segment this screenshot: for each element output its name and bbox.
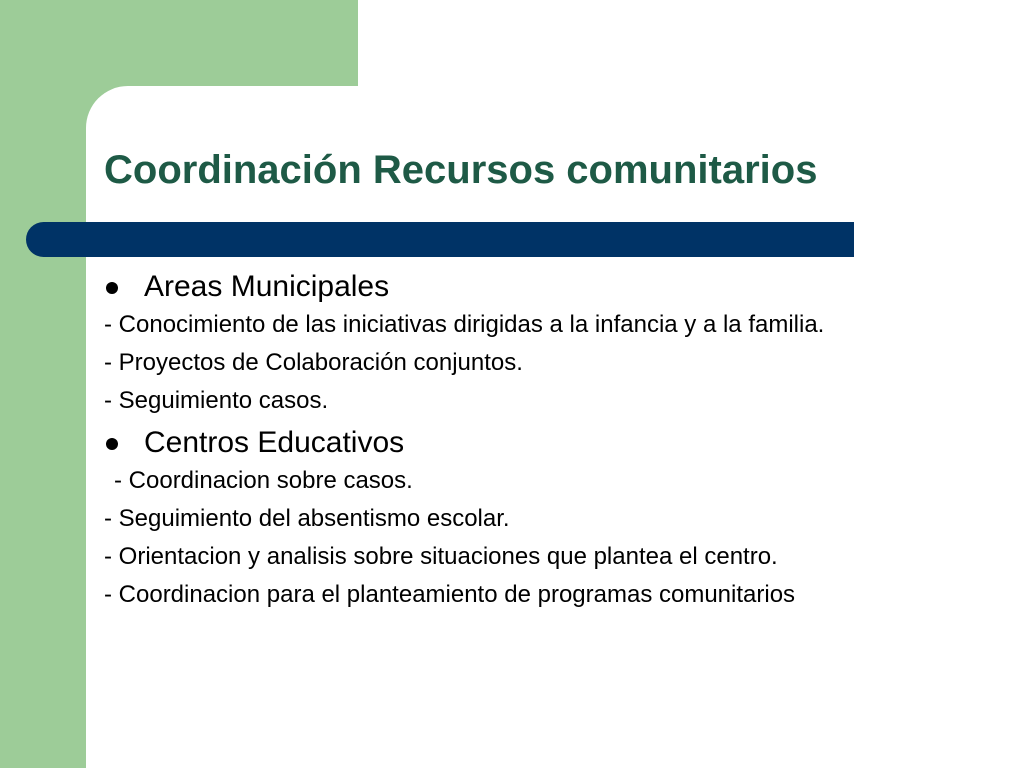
- list-item: - Proyectos de Colaboración conjuntos.: [104, 349, 523, 376]
- list-item: - Coordinacion para el planteamiento de programas comunitarios: [104, 581, 796, 608]
- bullet-dot-icon: [106, 438, 118, 450]
- section-heading-areas-municipales: [104, 268, 984, 306]
- section-heading-text: Areas Municipales: [144, 270, 390, 303]
- list-item: - Coordinacion sobre casos.: [114, 467, 413, 494]
- list-item: - Orientacion y analisis sobre situaciones que plantea el centro.: [104, 543, 778, 570]
- list-item: - Seguimiento del absentismo escolar.: [104, 505, 510, 532]
- section-heading-centros-educativos: [104, 424, 984, 462]
- bullet-dot-icon: [106, 282, 118, 294]
- title-underline-bar: [26, 222, 854, 257]
- section-heading-text: Centros Educativos: [144, 426, 405, 459]
- list-item: - Seguimiento casos.: [104, 387, 329, 414]
- list-item: - Conocimiento de las iniciativas dirigidas a la infancia y a la familia.: [104, 311, 825, 338]
- slide-title: Coordinación Recursos comunitarios: [104, 148, 818, 192]
- slide-body: [104, 268, 984, 618]
